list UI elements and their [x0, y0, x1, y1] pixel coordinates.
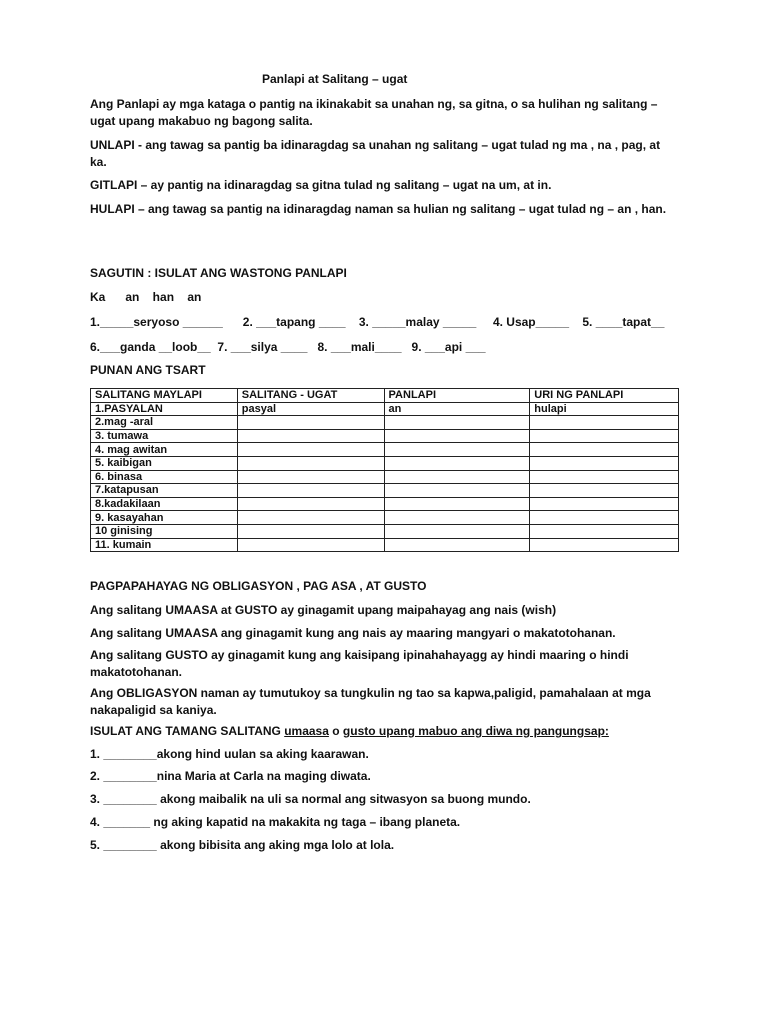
table-cell: 6. binasa: [91, 470, 238, 484]
table-header-cell: SALITANG MAYLAPI: [91, 389, 238, 403]
sagutin-heading: SAGUTIN : ISULAT ANG WASTONG PANLAPI: [90, 266, 347, 280]
table-header-cell: SALITANG - UGAT: [237, 389, 384, 403]
table-cell: [384, 416, 530, 430]
table-cell: [237, 429, 384, 443]
table-cell: [237, 416, 384, 430]
table-header-cell: URI NG PANLAPI: [530, 389, 679, 403]
unlapi-definition: UNLAPI - ang tawag sa pantig ba idinaragdag sa unahan ng salitang – ugat tulad ng ma , na , pag, at ka.: [90, 138, 661, 169]
table-row: [91, 402, 679, 416]
table-cell: [384, 429, 530, 443]
table-row: [91, 484, 679, 498]
table-cell: [530, 456, 679, 470]
table-cell: [384, 511, 530, 525]
page-title: Panlapi at Salitang – ugat: [262, 72, 408, 86]
table-cell: [237, 456, 384, 470]
sentence-item: 5. ________ akong bibisita ang aking mga lolo at lola.: [90, 838, 395, 852]
table-cell: [384, 470, 530, 484]
table-cell: [384, 524, 530, 538]
instruction-line: [90, 724, 609, 738]
sentence-item: 4. _______ ng aking kapatid na makakita ng taga – ibang planeta.: [90, 815, 461, 829]
instruction-word-gusto: gusto upang mabuo ang diwa ng pangungsap:: [342, 724, 609, 738]
table-cell: 9. kasayahan: [91, 511, 238, 525]
paragraph-umaasa-gusto: Ang salitang UMAASA at GUSTO ay ginagamit upang maipahayag ang nais (wish): [90, 603, 557, 617]
tsart-heading: PUNAN ANG TSART: [90, 363, 206, 377]
table-cell: 4. mag awitan: [91, 443, 238, 457]
instruction-word-umaasa: umaasa: [284, 724, 329, 738]
paragraph-gusto: Ang salitang GUSTO ay ginagamit kung ang kaisipang ipinahahayagg ay hindi maaring o hindi makatotohanan.: [90, 648, 629, 679]
table-cell: 1.PASYALAN: [91, 402, 238, 416]
table-cell: hulapi: [530, 402, 679, 416]
table-cell: [530, 484, 679, 498]
hulapi-definition: HULAPI – ang tawag sa pantig na idinaragdag naman sa hulian ng salitang – ugat tulad ng – an , han.: [90, 202, 667, 216]
gitlapi-definition: GITLAPI – ay pantig na idinaragdag sa gitna tulad ng salitang – ugat na um, at in.: [90, 178, 552, 192]
paragraph-umaasa: Ang salitang UMAASA ang ginagamit kung ang nais ay maaring mangyari o makatotohanan.: [90, 626, 616, 640]
table-row: [91, 443, 679, 457]
table-cell: [384, 456, 530, 470]
table-cell: [530, 443, 679, 457]
sentence-item: 3. ________ akong maibalik na uli sa normal ang sitwasyon sa buong mundo.: [90, 792, 531, 806]
panlapi-table: [90, 388, 679, 552]
table-cell: 2.mag -aral: [91, 416, 238, 430]
sentence-item: 1. ________akong hind uulan sa aking kaarawan.: [90, 747, 369, 761]
exercise-row-2: 6.___ganda __loob__ 7. ___silya ____ 8. ___mali____ 9. ___api ___: [90, 340, 486, 354]
table-cell: [237, 511, 384, 525]
table-cell: 8.kadakilaan: [91, 497, 238, 511]
table-header-row: [91, 389, 679, 403]
table-row: [91, 497, 679, 511]
table-row: [91, 456, 679, 470]
table-cell: [384, 538, 530, 552]
intro-paragraph: Ang Panlapi ay mga kataga o pantig na ikinakabit sa unahan ng, sa gitna, o sa hulihan ng salitang – ugat upang makabuo ng bagong salita.: [90, 97, 658, 128]
table-cell: 10 ginising: [91, 524, 238, 538]
table-cell: [237, 538, 384, 552]
table-cell: [530, 416, 679, 430]
table-cell: 5. kaibigan: [91, 456, 238, 470]
table-cell: [530, 538, 679, 552]
table-cell: [530, 511, 679, 525]
table-cell: [530, 429, 679, 443]
table-cell: pasyal: [237, 402, 384, 416]
exercise-row-1: 1._____seryoso ______ 2. ___tapang ____ 3. _____malay _____ 4. Usap_____ 5. ____tapat__: [90, 315, 665, 329]
table-row: [91, 429, 679, 443]
table-cell: 11. kumain: [91, 538, 238, 552]
obligasyon-heading: PAGPAPAHAYAG NG OBLIGASYON , PAG ASA , AT GUSTO: [90, 579, 427, 593]
table-cell: [384, 443, 530, 457]
table-cell: an: [384, 402, 530, 416]
table-row: [91, 511, 679, 525]
table-cell: [530, 524, 679, 538]
table-row: [91, 524, 679, 538]
table-cell: [384, 484, 530, 498]
table-cell: [530, 470, 679, 484]
table-cell: [530, 497, 679, 511]
table-row: [91, 416, 679, 430]
table-cell: 7.katapusan: [91, 484, 238, 498]
panlapi-choices: Ka an han an: [90, 290, 202, 304]
table-cell: 3. tumawa: [91, 429, 238, 443]
table-cell: [237, 497, 384, 511]
sentence-item: 2. ________nina Maria at Carla na maging diwata.: [90, 769, 371, 783]
instruction-text: ISULAT ANG TAMANG SALITANG: [90, 724, 285, 738]
table-cell: [384, 497, 530, 511]
table-cell: [237, 470, 384, 484]
table-row: [91, 538, 679, 552]
table-header-cell: PANLAPI: [384, 389, 530, 403]
table-cell: [237, 484, 384, 498]
table-cell: [237, 443, 384, 457]
table-cell: [237, 524, 384, 538]
paragraph-obligasyon: Ang OBLIGASYON naman ay tumutukoy sa tungkulin ng tao sa kapwa,paligid, pamahalaan at mga nakapaligid sa kaniya.: [90, 686, 651, 717]
instruction-text: o: [328, 724, 343, 738]
table-row: [91, 470, 679, 484]
